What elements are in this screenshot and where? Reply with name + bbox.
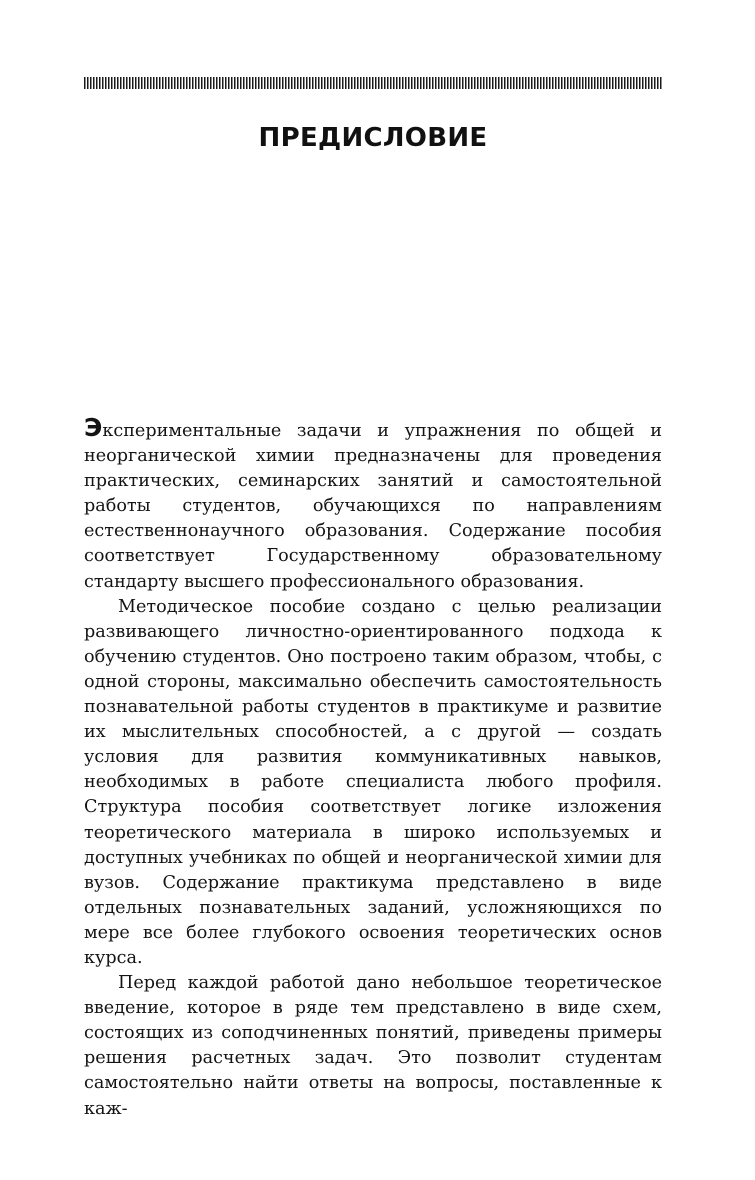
initial-letter: Э xyxy=(84,413,103,442)
paragraph-2: Методическое пособие создано с целью реализации развивающего личностно-ориентированного подхода к обучению студентов. Оно построено таким образом, чтобы, с одной стороны, максимально обеспечить самостоятельность познавательной работы студентов в практикуме и развитие их мыслительных способностей, а с другой — создать условия для развития коммуникативных навыков, необходимых в работе специалиста любого профиля. Структура пособия соответствует логике изложения теоретического материала в широко используемых и доступных учебниках по общей и неорганической химии для вузов. Содержание практикума представлено в виде отдельных познавательных заданий, усложняющихся по мере все более глубокого освоения теоретических основ курса. xyxy=(84,596,662,968)
decorative-top-rule xyxy=(84,77,662,89)
paragraph-3: Перед каждой работой дано небольшое теоретическое введение, которое в ряде тем представлено в виде схем, состоящих из соподчиненных понятий, приведены примеры решения расчетных задач. Это позволит студентам самостоятельно найти ответы на вопросы, поставленные к каж- xyxy=(84,973,662,1119)
page-title: ПРЕДИСЛОВИЕ xyxy=(258,123,488,153)
preface-body xyxy=(84,413,662,1122)
paragraph-1 xyxy=(84,413,662,595)
paragraph-1-text: кспериментальные задачи и упражнения по общей и неорганической химии предназначены для проведения практических, семинарских занятий и самостоятельной работы студентов, обучающихся по направлениям естественнонаучного образования. Содержание пособия соответствует Государственному образовательному стандарту высшего профессионального образования. xyxy=(84,421,662,592)
